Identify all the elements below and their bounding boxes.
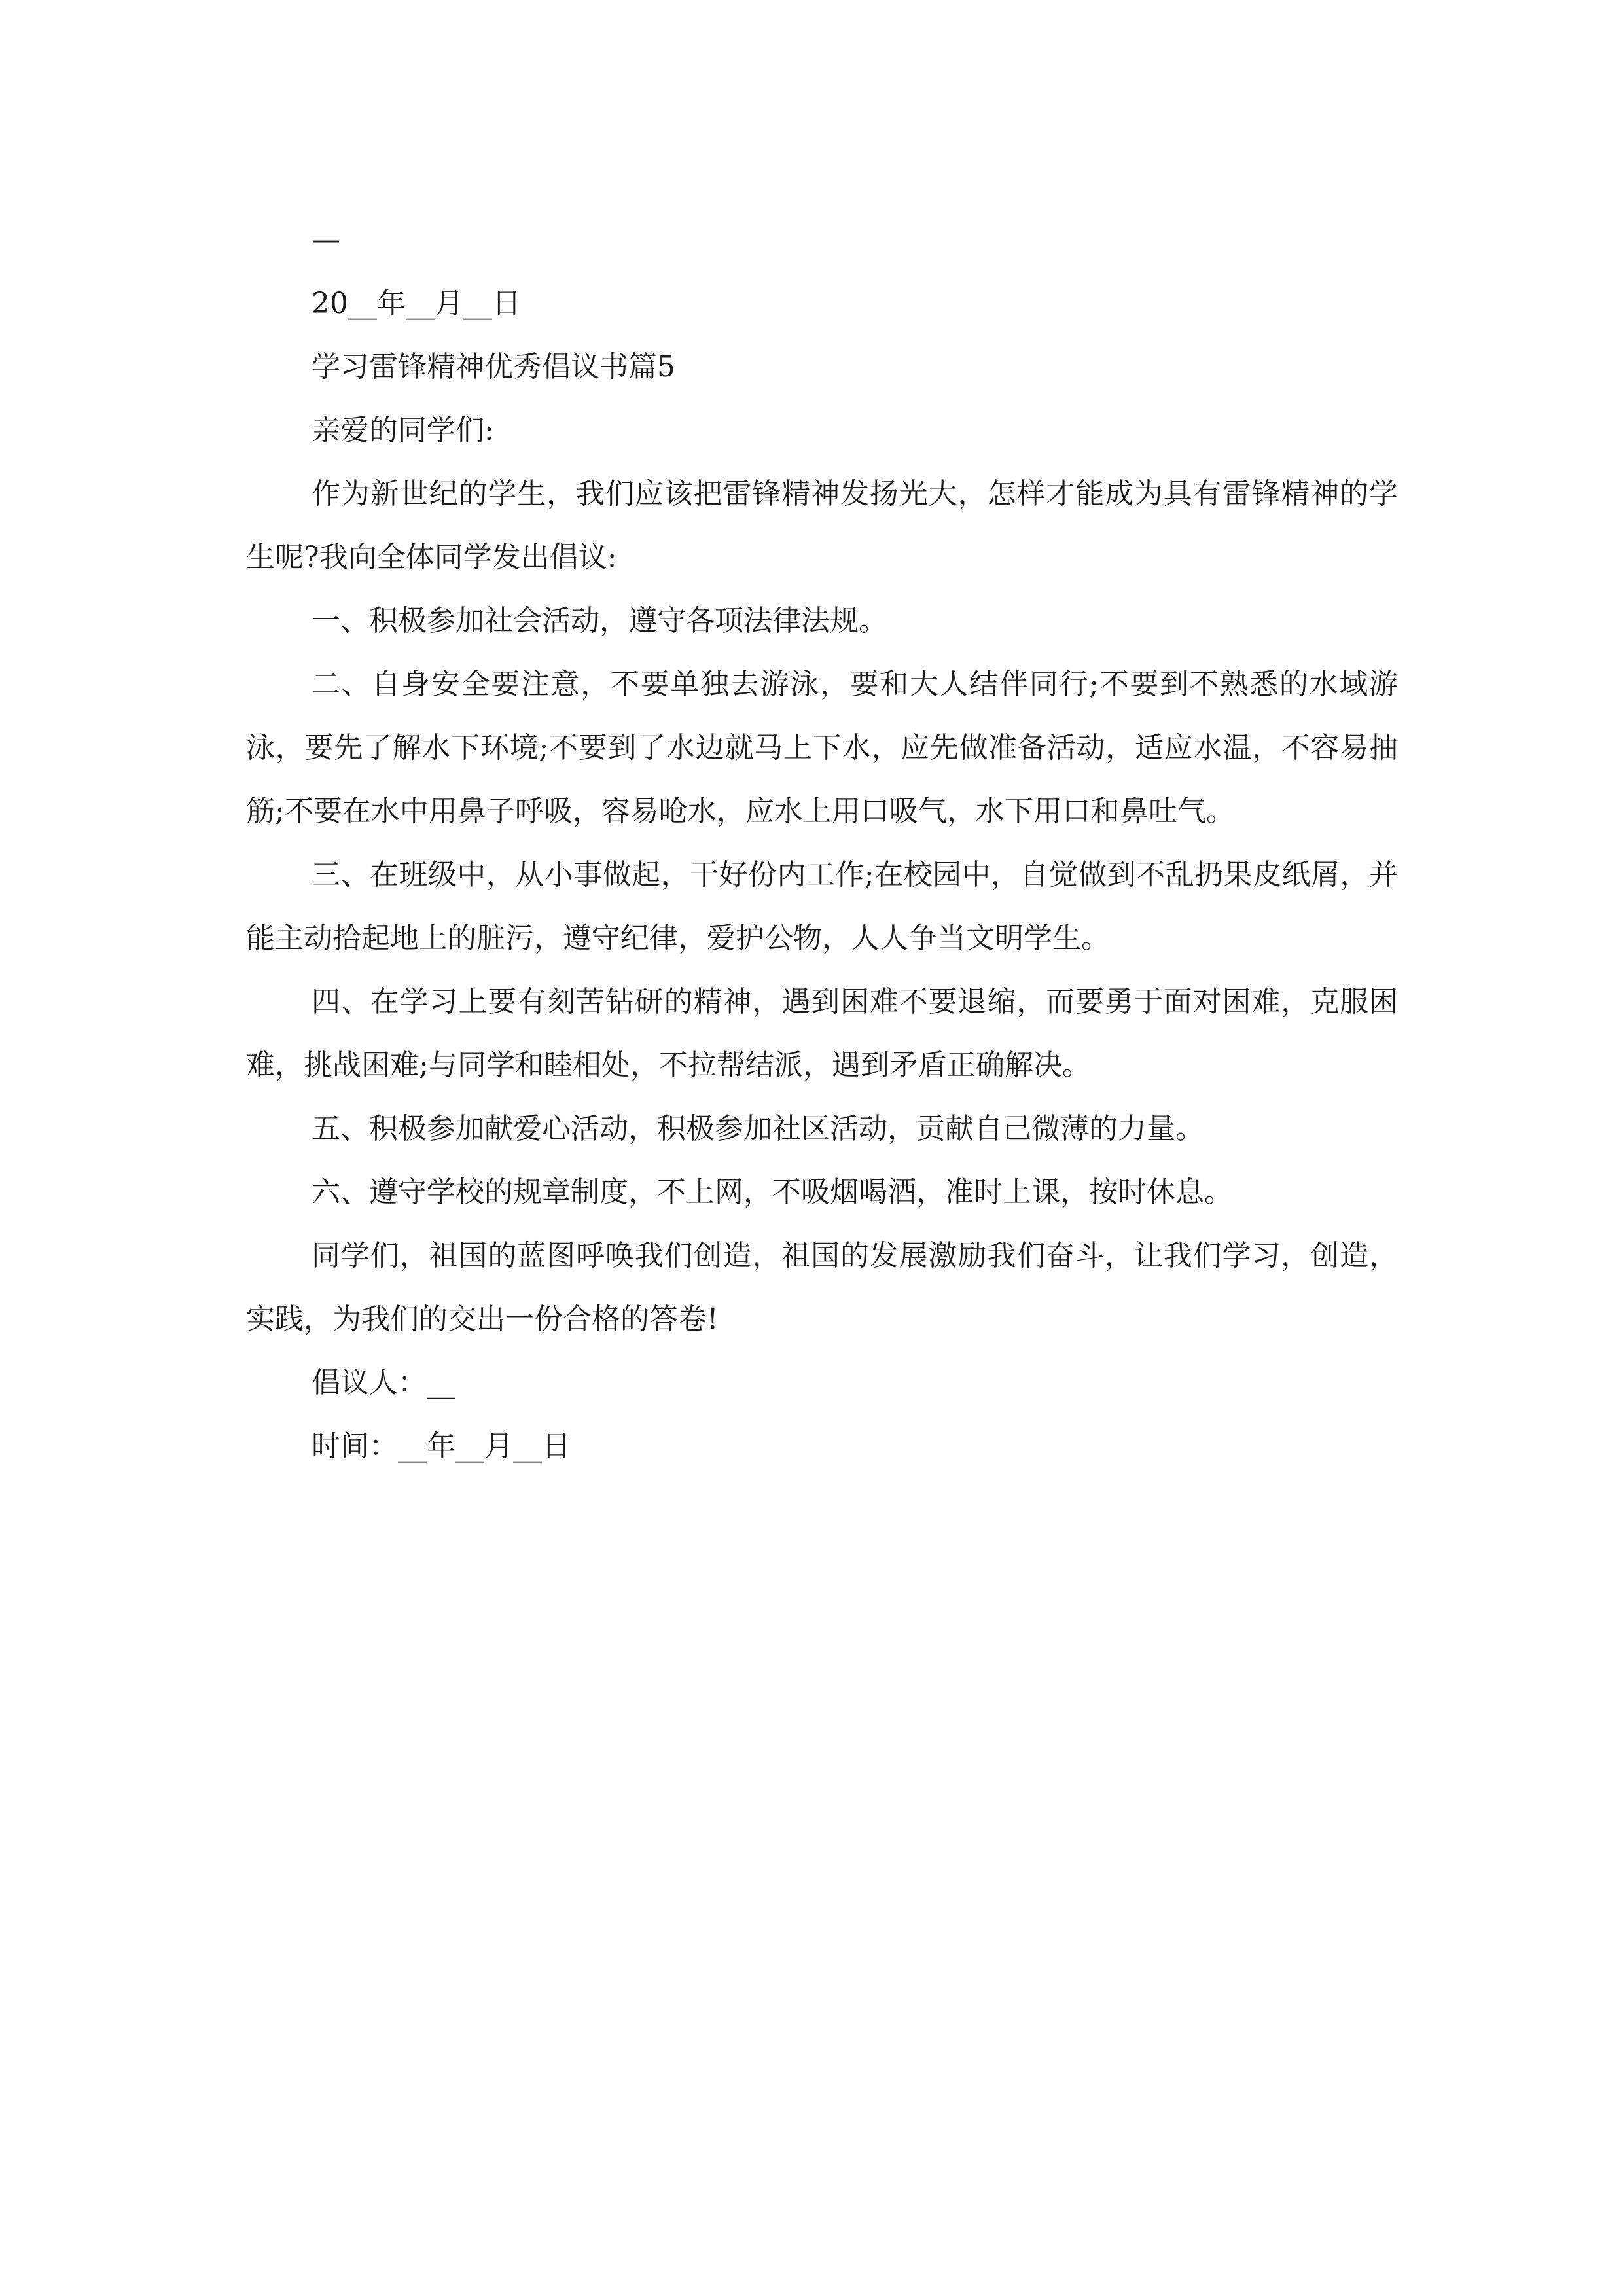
closing-paragraph: 同学们，祖国的蓝图呼唤我们创造，祖国的发展激励我们奋斗，让我们学习，创造，实践，为我们的交出一份合格的答卷! [246, 1239, 1398, 1336]
proposal-item-1: 一、积极参加社会活动，遵守各项法律法规。 [312, 604, 887, 637]
signer-line: 倡议人：__ [312, 1366, 455, 1399]
greeting: 亲爱的同学们: [312, 414, 494, 447]
proposal-item-5: 五、积极参加献爱心活动，积极参加社区活动，贡献自己微薄的力量。 [312, 1112, 1204, 1145]
time-line: 时间：__年__月__日 [312, 1429, 571, 1463]
top-dash: — [312, 223, 340, 257]
document-body [246, 208, 1398, 1478]
date-line: 20__年__月__日 [312, 287, 521, 320]
proposal-item-6: 六、遵守学校的规章制度，不上网，不吸烟喝酒，准时上课，按时休息。 [312, 1175, 1233, 1209]
proposal-item-2: 二、自身安全要注意，不要单独去游泳，要和大人结伴同行;不要到不熟悉的水域游泳，要先了解水下环境;不要到了水边就马上下水，应先做准备活动，适应水温，不容易抽筋;不要在水中用鼻子呼吸，容易呛水，应水上用口吸气，水下用口和鼻吐气。 [246, 668, 1398, 828]
intro-paragraph: 作为新世纪的学生，我们应该把雷锋精神发扬光大，怎样才能成为具有雷锋精神的学生呢?我向全体同学发出倡议: [246, 477, 1398, 574]
proposal-item-4: 四、在学习上要有刻苦钻研的精神，遇到困难不要退缩，而要勇于面对困难，克服困难，挑战困难;与同学和睦相处，不拉帮结派，遇到矛盾正确解决。 [246, 985, 1398, 1082]
proposal-item-3: 三、在班级中，从小事做起，干好份内工作;在校园中，自觉做到不乱扔果皮纸屑，并能主动拾起地上的脏污，遵守纪律，爱护公物，人人争当文明学生。 [246, 858, 1398, 955]
document-title: 学习雷锋精神优秀倡议书篇5 [312, 350, 675, 384]
